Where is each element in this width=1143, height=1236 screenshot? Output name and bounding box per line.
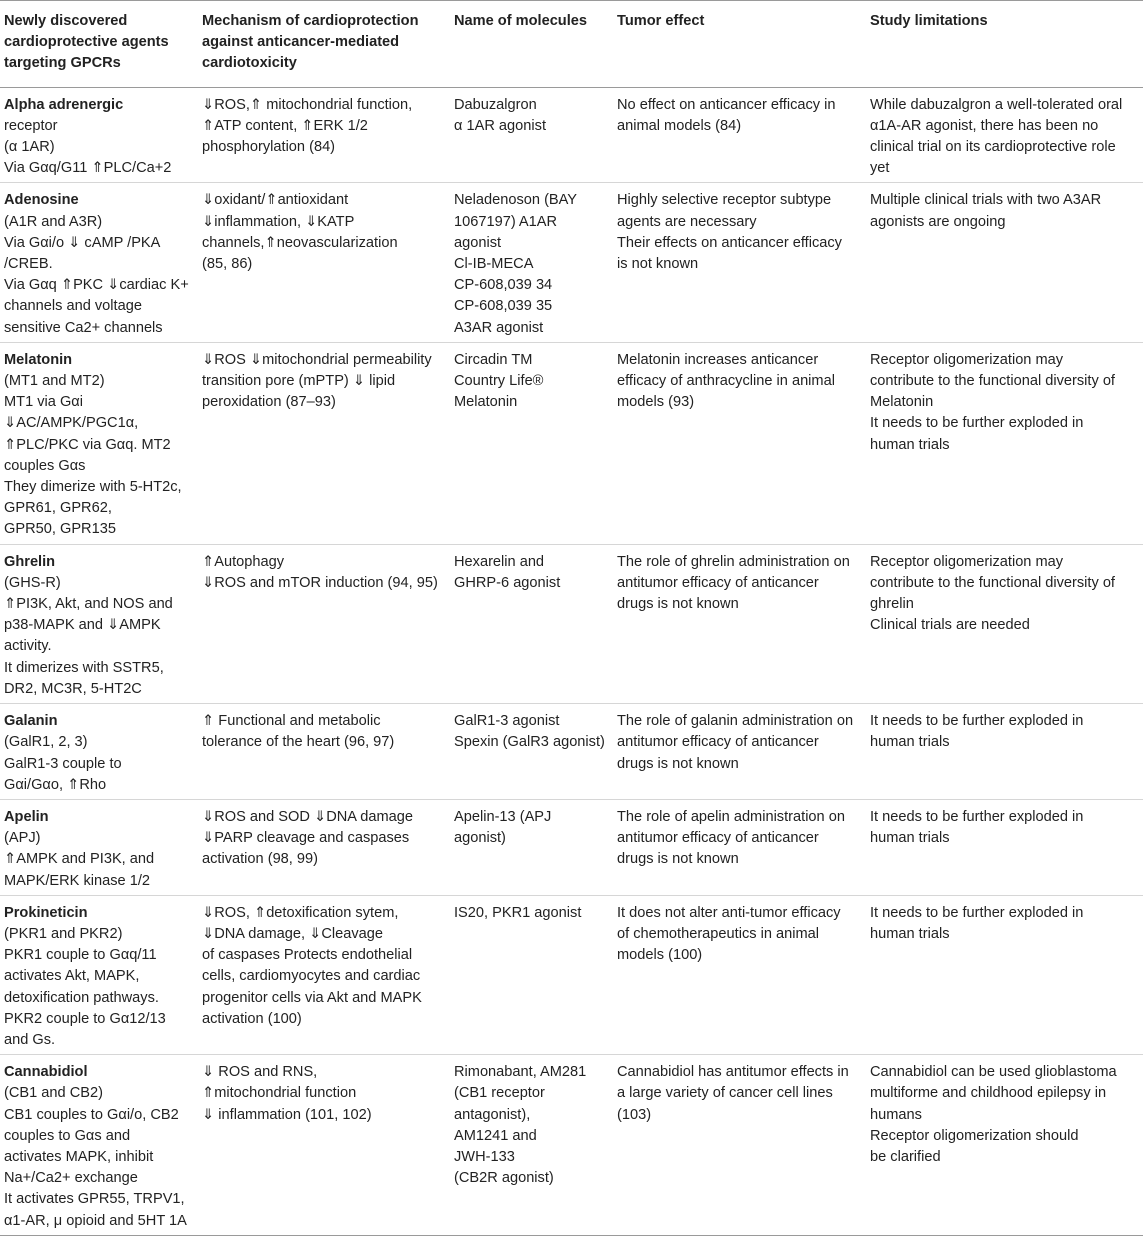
cell-line: GalR1-3 agonist: [454, 713, 560, 730]
cell-line: ⇓DNA damage, ⇓Cleavage: [202, 925, 384, 942]
study-limitations-cell: [866, 895, 1143, 1054]
cell-line: ⇑mitochondrial function: [202, 1085, 357, 1102]
table-row: [0, 1055, 1143, 1236]
tumor-effect-cell: [613, 1055, 866, 1236]
study-limitations-cell: [866, 544, 1143, 703]
agent-name: Adenosine: [4, 192, 79, 209]
cell-line: Melatonin: [454, 394, 518, 411]
cell-line: drugs is not known: [617, 596, 739, 613]
cell-line: drugs is not known: [617, 755, 739, 772]
cell-line: Gαi/Gαo, ⇑Rho: [4, 776, 107, 793]
cell-line: agonists are ongoing: [870, 213, 1006, 230]
cell-line: α 1AR agonist: [454, 117, 546, 134]
agent-name: Apelin: [4, 808, 49, 825]
cell-line: JWH-133: [454, 1148, 515, 1165]
cell-line: ⇑PLC/PKC via Gαq. MT2: [4, 436, 171, 453]
study-limitations-cell: [866, 342, 1143, 544]
cell-line: Highly selective receptor subtype: [617, 192, 832, 209]
cell-line: tolerance of the heart (96, 97): [202, 734, 395, 751]
header-mechanism: Mechanism of cardioprotection against anticancer-mediated cardiotoxicity: [198, 1, 450, 88]
cell-line: They dimerize with 5-HT2c,: [4, 479, 182, 496]
tumor-effect-cell: [613, 704, 866, 800]
cell-line: cells, cardiomyocytes and cardiac: [202, 968, 421, 985]
cell-line: be clarified: [870, 1148, 941, 1165]
cell-line: MT1 via Gαi: [4, 394, 83, 411]
cell-line: models (100): [617, 947, 703, 964]
agent-cell: [0, 799, 198, 895]
molecules-cell: [450, 342, 613, 544]
mechanism-cell: [198, 342, 450, 544]
agent-cell: [0, 342, 198, 544]
cell-line: peroxidation (87–93): [202, 394, 336, 411]
cell-line: ⇑PI3K, Akt, and NOS and: [4, 596, 173, 613]
table-row: [0, 799, 1143, 895]
cell-line: couples Gαs: [4, 457, 86, 474]
cell-line: activates Akt, MAPK,: [4, 968, 140, 985]
cell-line: activity.: [4, 638, 52, 655]
cell-line: efficacy of anthracycline in animal: [617, 373, 835, 390]
cell-line: PKR2 couple to Gα12/13: [4, 1010, 166, 1027]
cell-line: The role of galanin administration on: [617, 713, 854, 730]
table-row: [0, 87, 1143, 183]
cell-line: It needs to be further exploded in: [870, 808, 1084, 825]
cell-line: ghrelin: [870, 596, 914, 613]
tumor-effect-cell: [613, 544, 866, 703]
cell-line: transition pore (mPTP) ⇓ lipid: [202, 373, 396, 390]
table-header: [0, 1, 1143, 88]
header-row: [0, 1, 1143, 88]
mechanism-cell: [198, 87, 450, 183]
cell-line: ⇓ROS, ⇑detoxification sytem,: [202, 904, 399, 921]
cell-line: channels,⇑neovascularization: [202, 234, 398, 251]
agent-name: Prokineticin: [4, 904, 88, 921]
cell-line: Receptor oligomerization may: [870, 553, 1064, 570]
cell-line: IS20, PKR1 agonist: [454, 904, 582, 921]
agent-cell: [0, 544, 198, 703]
cell-line: CB1 couples to Gαi/o, CB2: [4, 1106, 179, 1123]
agent-cell: [0, 1055, 198, 1236]
cell-line: /CREB.: [4, 256, 53, 273]
study-limitations-cell: [866, 183, 1143, 342]
cell-line: antitumor efficacy of anticancer: [617, 734, 819, 751]
cell-line: drugs is not known: [617, 851, 739, 868]
mechanism-cell: [198, 704, 450, 800]
cell-line: It dimerizes with SSTR5,: [4, 659, 164, 676]
table-row: [0, 183, 1143, 342]
cell-line: It does not alter anti-tumor efficacy: [617, 904, 841, 921]
cell-line: ⇓ROS and mTOR induction (94, 95): [202, 574, 438, 591]
agent-name: Alpha adrenergic: [4, 96, 124, 113]
cell-line: It needs to be further exploded in: [870, 713, 1084, 730]
molecules-cell: [450, 895, 613, 1054]
cell-line: human trials: [870, 925, 950, 942]
cell-line: GHRP-6 agonist: [454, 574, 561, 591]
cell-line: ⇓PARP cleavage and caspases: [202, 830, 410, 847]
cell-line: α1A-AR agonist, there has been no: [870, 117, 1099, 134]
tumor-effect-cell: [613, 342, 866, 544]
table-row: [0, 544, 1143, 703]
cell-line: (MT1 and MT2): [4, 373, 105, 390]
cell-line: 1067197) A1AR: [454, 213, 558, 230]
cell-line: models (93): [617, 394, 695, 411]
cell-line: ⇓AC/AMPK/PGC1α,: [4, 415, 139, 432]
cell-line: detoxification pathways.: [4, 989, 159, 1006]
cell-line: receptor: [4, 117, 58, 134]
cell-line: CP-608,039 35: [454, 298, 553, 315]
cell-line: p38-MAPK and ⇓AMPK: [4, 617, 161, 634]
cell-line: GPR50, GPR135: [4, 521, 116, 538]
cell-line: of caspases Protects endothelial: [202, 947, 413, 964]
cell-line: Cannabidiol can be used glioblastoma: [870, 1064, 1117, 1081]
cell-line: phosphorylation (84): [202, 139, 336, 156]
molecules-cell: [450, 1055, 613, 1236]
cell-line: (PKR1 and PKR2): [4, 925, 123, 942]
cell-line: progenitor cells via Akt and MAPK: [202, 989, 422, 1006]
cell-line: (α 1AR): [4, 139, 55, 156]
cell-line: channels and voltage: [4, 298, 142, 315]
cell-line: antagonist),: [454, 1106, 531, 1123]
cell-line: Melatonin increases anticancer: [617, 351, 819, 368]
table-row: [0, 895, 1143, 1054]
agent-name: Galanin: [4, 713, 58, 730]
cell-line: Na+/Ca2+ exchange: [4, 1170, 138, 1187]
molecules-cell: [450, 799, 613, 895]
cell-line: CP-608,039 34: [454, 277, 553, 294]
cell-line: antitumor efficacy of anticancer: [617, 830, 819, 847]
cell-line: While dabuzalgron a well-tolerated oral: [870, 96, 1123, 113]
cell-line: Spexin (GalR3 agonist): [454, 734, 605, 751]
cell-line: Dabuzalgron: [454, 96, 537, 113]
cell-line: clinical trial on its cardioprotective role: [870, 139, 1116, 156]
cell-line: α1-AR, μ opioid and 5HT 1A: [4, 1212, 187, 1229]
cell-line: contribute to the functional diversity of: [870, 574, 1115, 591]
cell-line: ⇑ Functional and metabolic: [202, 713, 381, 730]
cell-line: Receptor oligomerization may: [870, 351, 1064, 368]
cell-line: AM1241 and: [454, 1127, 537, 1144]
cell-line: ⇑ATP content, ⇑ERK 1/2: [202, 117, 368, 134]
molecules-cell: [450, 544, 613, 703]
cell-line: Cl-IB-MECA: [454, 256, 534, 273]
cell-line: Circadin TM: [454, 351, 533, 368]
agent-cell: [0, 87, 198, 183]
agent-name: Melatonin: [4, 351, 73, 368]
cell-line: ⇑Autophagy: [202, 553, 285, 570]
cell-line: is not known: [617, 256, 699, 273]
study-limitations-cell: [866, 704, 1143, 800]
cell-line: contribute to the functional diversity of: [870, 373, 1115, 390]
tumor-effect-cell: [613, 799, 866, 895]
table-row: [0, 342, 1143, 544]
cell-line: human trials: [870, 436, 950, 453]
cell-line: sensitive Ca2+ channels: [4, 319, 163, 336]
cell-line: Multiple clinical trials with two A3AR: [870, 192, 1102, 209]
cell-line: (103): [617, 1106, 652, 1123]
cell-line: of chemotherapeutics in animal: [617, 925, 819, 942]
tumor-effect-cell: [613, 895, 866, 1054]
mechanism-cell: [198, 1055, 450, 1236]
molecules-cell: [450, 87, 613, 183]
cell-line: (APJ): [4, 830, 41, 847]
cell-line: a large variety of cancer cell lines: [617, 1085, 833, 1102]
cell-line: DR2, MC3R, 5-HT2C: [4, 680, 142, 697]
cell-line: The role of apelin administration on: [617, 808, 845, 825]
cell-line: ⇓inflammation, ⇓KATP: [202, 213, 355, 230]
header-study-limitations: Study limitations: [866, 1, 1143, 88]
cell-line: human trials: [870, 830, 950, 847]
cell-line: activation (100): [202, 1010, 302, 1027]
agent-cell: [0, 704, 198, 800]
cell-line: animal models (84): [617, 117, 742, 134]
cell-line: ⇓ROS,⇑ mitochondrial function,: [202, 96, 413, 113]
cell-line: MAPK/ERK kinase 1/2: [4, 872, 151, 889]
mechanism-cell: [198, 544, 450, 703]
cell-line: (CB1 and CB2): [4, 1085, 103, 1102]
cell-line: It needs to be further exploded in: [870, 904, 1084, 921]
cell-line: Rimonabant, AM281: [454, 1064, 587, 1081]
cell-line: (85, 86): [202, 256, 253, 273]
header-agents: Newly discovered cardioprotective agents targeting GPCRs: [0, 1, 198, 88]
agent-name: Cannabidiol: [4, 1064, 88, 1081]
tumor-effect-cell: [613, 87, 866, 183]
cell-line: (GalR1, 2, 3): [4, 734, 88, 751]
cell-line: Hexarelin and: [454, 553, 545, 570]
cell-line: Apelin-13 (APJ: [454, 808, 552, 825]
mechanism-cell: [198, 895, 450, 1054]
cell-line: ⇑AMPK and PI3K, and: [4, 851, 155, 868]
tumor-effect-cell: [613, 183, 866, 342]
mechanism-cell: [198, 799, 450, 895]
cell-line: activates MAPK, inhibit: [4, 1148, 154, 1165]
cell-line: Via Gαq/G11 ⇑PLC/Ca+2: [4, 160, 172, 177]
cell-line: (CB1 receptor: [454, 1085, 545, 1102]
cell-line: humans: [870, 1106, 922, 1123]
cell-line: ⇓ ROS and RNS,: [202, 1064, 318, 1081]
cell-line: The role of ghrelin administration on: [617, 553, 850, 570]
agent-name: Ghrelin: [4, 553, 56, 570]
table-row: [0, 704, 1143, 800]
cell-line: It needs to be further exploded in: [870, 415, 1084, 432]
cell-line: Cannabidiol has antitumor effects in: [617, 1064, 849, 1081]
header-tumor-effect: Tumor effect: [613, 1, 866, 88]
cell-line: Via Gαi/o ⇓ cAMP /PKA: [4, 234, 161, 251]
cell-line: (GHS-R): [4, 574, 61, 591]
mechanism-cell: [198, 183, 450, 342]
cell-line: A3AR agonist: [454, 319, 544, 336]
cell-line: ⇓ROS ⇓mitochondrial permeability: [202, 351, 432, 368]
cell-line: agonist: [454, 234, 502, 251]
study-limitations-cell: [866, 1055, 1143, 1236]
cell-line: activation (98, 99): [202, 851, 319, 868]
cell-line: ⇓ROS and SOD ⇓DNA damage: [202, 808, 414, 825]
molecules-cell: [450, 704, 613, 800]
agent-cell: [0, 895, 198, 1054]
cell-line: GalR1-3 couple to: [4, 755, 122, 772]
cell-line: Melatonin: [870, 394, 934, 411]
cell-line: Country Life®: [454, 373, 544, 390]
cell-line: (CB2R agonist): [454, 1170, 554, 1187]
cell-line: Receptor oligomerization should: [870, 1127, 1079, 1144]
cell-line: Via Gαq ⇑PKC ⇓cardiac K+: [4, 277, 189, 294]
header-molecules: Name of molecules: [450, 1, 613, 88]
cell-line: agonist): [454, 830, 506, 847]
cell-line: yet: [870, 160, 890, 177]
cell-line: human trials: [870, 734, 950, 751]
cell-line: and Gs.: [4, 1031, 56, 1048]
cell-line: ⇓ inflammation (101, 102): [202, 1106, 372, 1123]
cell-line: No effect on anticancer efficacy in: [617, 96, 836, 113]
cell-line: agents are necessary: [617, 213, 757, 230]
cell-line: PKR1 couple to Gαq/11: [4, 947, 157, 964]
cell-line: Clinical trials are needed: [870, 617, 1030, 634]
cell-line: ⇓oxidant/⇑antioxidant: [202, 192, 349, 209]
cell-line: couples to Gαs and: [4, 1127, 131, 1144]
cell-line: multiforme and childhood epilepsy in: [870, 1085, 1107, 1102]
cell-line: It activates GPR55, TRPV1,: [4, 1191, 185, 1208]
cell-line: Neladenoson (BAY: [454, 192, 578, 209]
study-limitations-cell: [866, 87, 1143, 183]
table-body: [0, 87, 1143, 1235]
cell-line: Their effects on anticancer efficacy: [617, 234, 842, 251]
molecules-cell: [450, 183, 613, 342]
cell-line: GPR61, GPR62,: [4, 500, 112, 517]
cell-line: antitumor efficacy of anticancer: [617, 574, 819, 591]
agent-cell: [0, 183, 198, 342]
cell-line: (A1R and A3R): [4, 213, 103, 230]
study-limitations-cell: [866, 799, 1143, 895]
